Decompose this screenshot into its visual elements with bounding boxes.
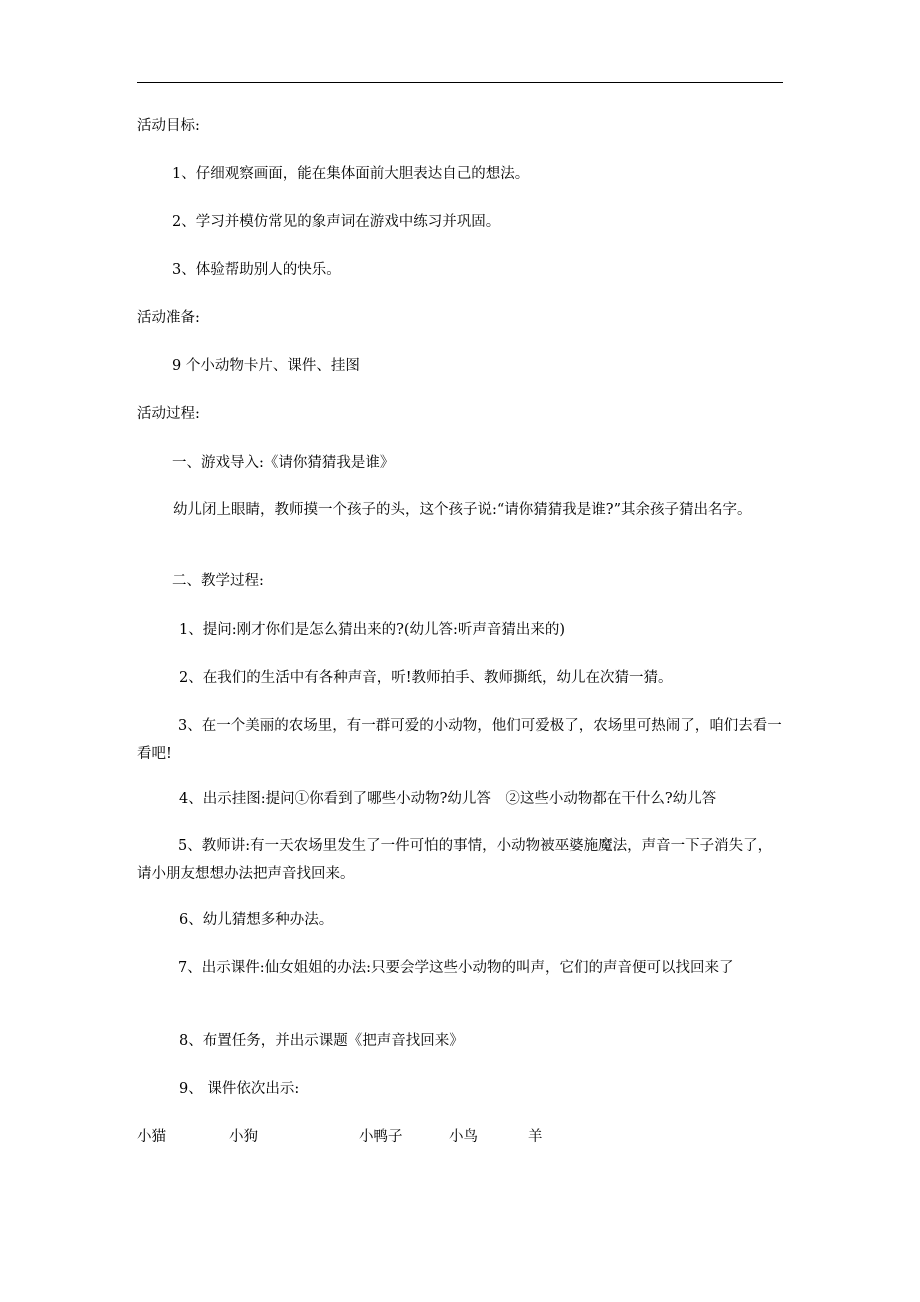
goal-item-1: 1、仔细观察画面，能在集体面前大胆表达自己的想法。 xyxy=(172,166,530,182)
section1-text: 幼儿闭上眼睛，教师摸一个孩子的头，这个孩子说:“请你猜猜我是谁?”其余孩子猜出名字。 xyxy=(173,502,752,518)
goal-item-3: 3、体验帮助别人的快乐。 xyxy=(172,262,341,278)
step-2: 2、在我们的生活中有各种声音，听!教师拍手、教师撕纸，幼儿在次猜一猜。 xyxy=(179,670,673,686)
animal-sheep: 羊 xyxy=(528,1129,543,1145)
step-9: 9、 课件依次出示: xyxy=(179,1081,300,1097)
goal-heading: 活动目标: xyxy=(137,118,200,134)
step-6: 6、幼儿猜想多种办法。 xyxy=(179,912,334,928)
step-5: 5、教师讲:有一天农场里发生了一件可怕的事情，小动物被巫婆施魔法，声音一下子消失了，请小朋友想想办法把声音找回来。 xyxy=(137,838,773,882)
step-3: 3、在一个美丽的农场里，有一群可爱的小动物，他们可爱极了，农场里可热闹了，咱们去看一看吧! xyxy=(137,718,782,762)
step-7: 7、出示课件:仙女姐姐的办法:只要会学这些小动物的叫声，它们的声音便可以找回来了 xyxy=(178,960,734,976)
prep-heading: 活动准备: xyxy=(137,310,200,326)
animal-dog: 小狗 xyxy=(229,1129,258,1145)
header-rule xyxy=(137,82,783,83)
process-heading: 活动过程: xyxy=(137,406,200,422)
animal-cat: 小猫 xyxy=(137,1129,166,1145)
section2-title: 二、教学过程: xyxy=(172,573,264,589)
step-4: 4、出示挂图:提问①你看到了哪些小动物?幼儿答 ②这些小动物都在干什么?幼儿答 xyxy=(179,791,717,807)
goal-item-2: 2、学习并模仿常见的象声词在游戏中练习并巩固。 xyxy=(172,214,501,230)
animal-duckling: 小鸭子 xyxy=(359,1129,403,1145)
step-1: 1、提问:刚才你们是怎么猜出来的?(幼儿答:听声音猜出来的) xyxy=(179,622,566,638)
step-8: 8、布置任务，并出示课题《把声音找回来》 xyxy=(179,1033,464,1049)
section1-title: 一、游戏导入:《请你猜猜我是谁》 xyxy=(172,455,395,471)
animal-bird: 小鸟 xyxy=(449,1129,478,1145)
prep-item: 9 个小动物卡片、课件、挂图 xyxy=(172,358,360,374)
